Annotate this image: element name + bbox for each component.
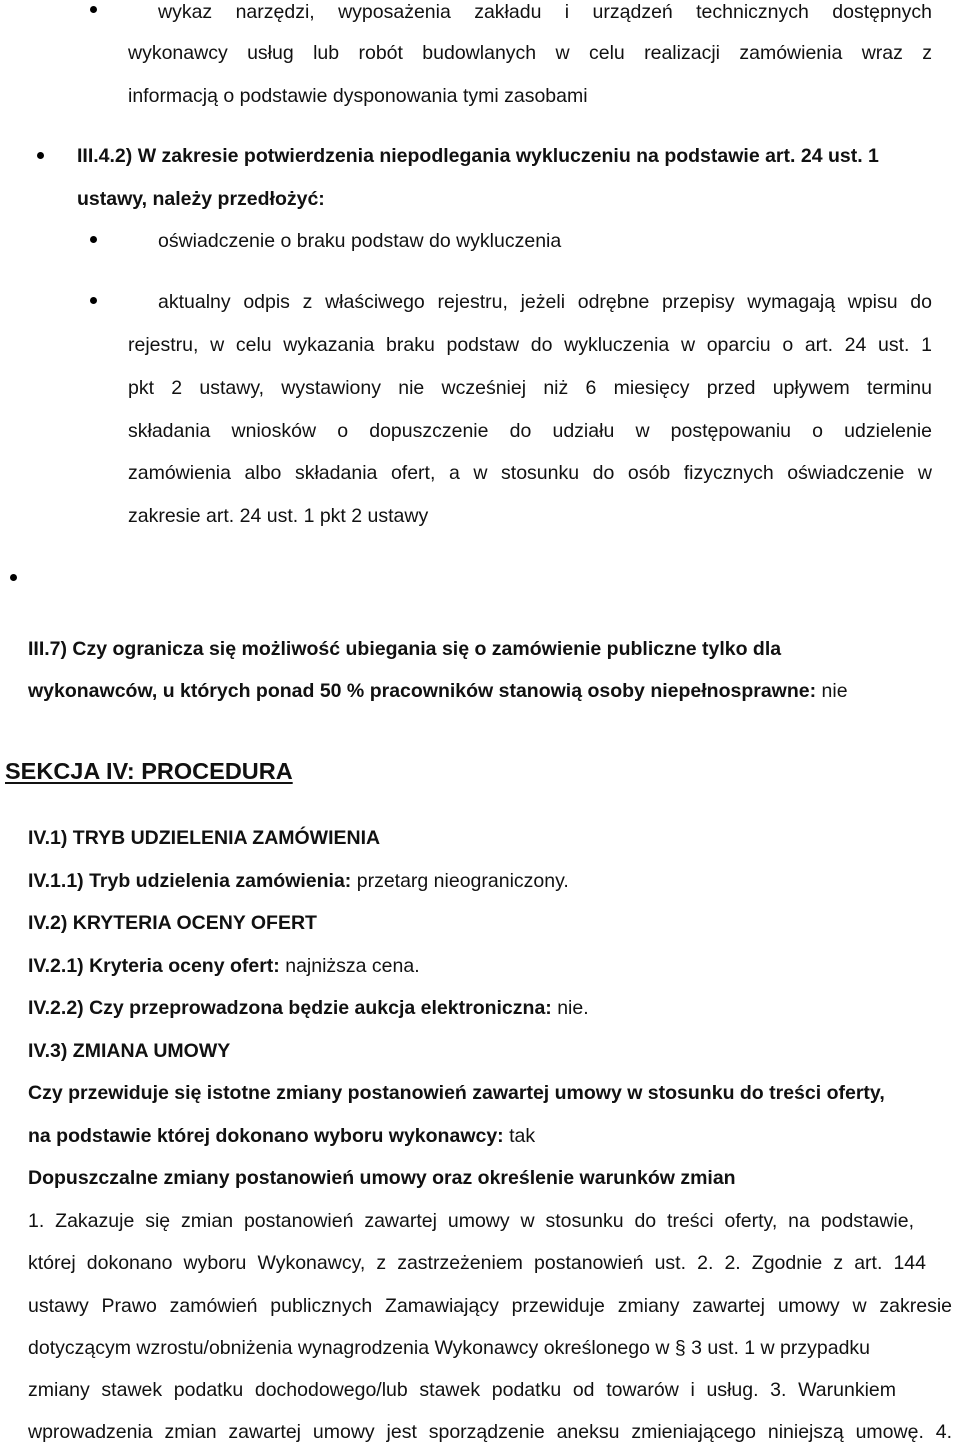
section-heading: ustawy, należy przedłożyć:: [77, 188, 325, 210]
field-label: IV.2.2) Czy przeprowadzona będzie aukcja elektroniczna:: [28, 997, 552, 1019]
list-item-line: składania wniosków o dopuszczenie do udziału w postępowaniu o udzielenie: [128, 420, 932, 442]
answer-text: nie: [821, 680, 848, 702]
question-line: [28, 637, 781, 661]
question-text: Czy przewiduje się istotne zmiany postanowień zawartej umowy w stosunku do treści oferty,: [28, 1082, 885, 1104]
paragraph-text: dotyczącym wzrostu/obniżenia wynagrodzenia Wykonawcy określonego w: [28, 1337, 675, 1359]
field-row: [28, 996, 589, 1020]
paragraph-line: [28, 1336, 928, 1360]
paragraph-line: 1. Zakazuje się zmian postanowień zawartej umowy w stosunku do treści oferty, na podstawie,: [28, 1210, 914, 1232]
bullet-icon: [90, 297, 97, 304]
field-label: IV.1.1) Tryb udzielenia zamówienia:: [28, 870, 352, 892]
subsection-heading: IV.3) ZMIANA UMOWY: [28, 1040, 231, 1062]
list-item-line: zakresie art. 24 ust. 1 pkt 2 ustawy: [128, 505, 429, 527]
section-heading: [77, 144, 879, 168]
field-value: przetarg nieograniczony.: [356, 870, 569, 892]
subsection-heading: IV.1) TRYB UDZIELENIA ZAMÓWIENIA: [28, 827, 381, 849]
bullet-icon: [90, 236, 97, 243]
bullet-icon: [90, 6, 97, 13]
question-text: III.7) Czy ogranicza się możliwość ubiegania się o zamówienie publiczne tylko dla: [28, 638, 782, 660]
text-line: wykaz narzędzi, wyposażenia zakładu i urządzeń technicznych dostępnych: [158, 1, 932, 23]
field-row: [28, 954, 420, 978]
section-heading-label: III.4.2) W zakresie potwierdzenia niepodlegania wykluczeniu na podstawie art. 24 ust. 1: [77, 145, 879, 167]
bullet-icon: [37, 152, 44, 159]
subsection-heading: IV.2) KRYTERIA OCENY OFERT: [28, 912, 317, 934]
question-line: [28, 1124, 535, 1148]
list-item-line: aktualny odpis z właściwego rejestru, jeżeli odrębne przepisy wymagają wpisu do: [158, 291, 932, 313]
question-text: na podstawie której dokonano wyboru wykonawcy:: [28, 1125, 504, 1147]
text-line: wykonawcy usług lub robót budowlanych w celu realizacji zamówienia wraz z: [128, 42, 932, 64]
paragraph-line: wprowadzenia zmian zawartej umowy jest sporządzenie aneksu zmieniającego niniejszą umowę. 4.: [28, 1421, 952, 1443]
question-text: wykonawców, u których ponad 50 % pracowników stanowią osoby niepełnosprawne:: [28, 680, 817, 702]
question-line: [28, 679, 848, 703]
answer-text: tak: [509, 1125, 536, 1147]
paragraph-line: zmiany stawek podatku dochodowego/lub stawek podatku od towarów i usług. 3. Warunkiem: [28, 1379, 896, 1401]
list-item-line: rejestru, w celu wykazania braku podstaw do wykluczenia w oparciu o art. 24 ust. 1: [128, 334, 932, 356]
section-title: SEKCJA IV: PROCEDURA: [5, 758, 293, 784]
field-row: [28, 869, 569, 893]
list-item-line: pkt 2 ustawy, wystawiony nie wcześniej niż 6 miesięcy przed upływem terminu: [128, 377, 932, 399]
list-item-line: zamówienia albo składania ofert, a w stosunku do osób fizycznych oświadczenie w: [128, 462, 932, 484]
question-line: [28, 1081, 885, 1105]
subsection-heading: Dopuszczalne zmiany postanowień umowy oraz określenie warunków zmian: [28, 1167, 736, 1189]
field-label: IV.2.1) Kryteria oceny ofert:: [28, 955, 280, 977]
text-line: informacją o podstawie dysponowania tymi zasobami: [128, 85, 588, 107]
paragraph-line: ustawy Prawo zamówień publicznych Zamawiający przewiduje zmiany zawartej umowy w zakresie: [28, 1295, 952, 1317]
section-sign-symbol: §: [674, 1337, 686, 1359]
field-value: nie.: [557, 997, 589, 1019]
list-item: oświadczenie o braku podstaw do wykluczenia: [158, 230, 562, 252]
bullet-icon: [10, 574, 17, 581]
field-value: najniższa cena.: [285, 955, 420, 977]
paragraph-line: której dokonano wyboru Wykonawcy, z zastrzeżeniem postanowień ust. 2. 2. Zgodnie z art. 144: [28, 1252, 926, 1274]
paragraph-text: 3 ust. 1 w przypadku: [685, 1337, 871, 1359]
